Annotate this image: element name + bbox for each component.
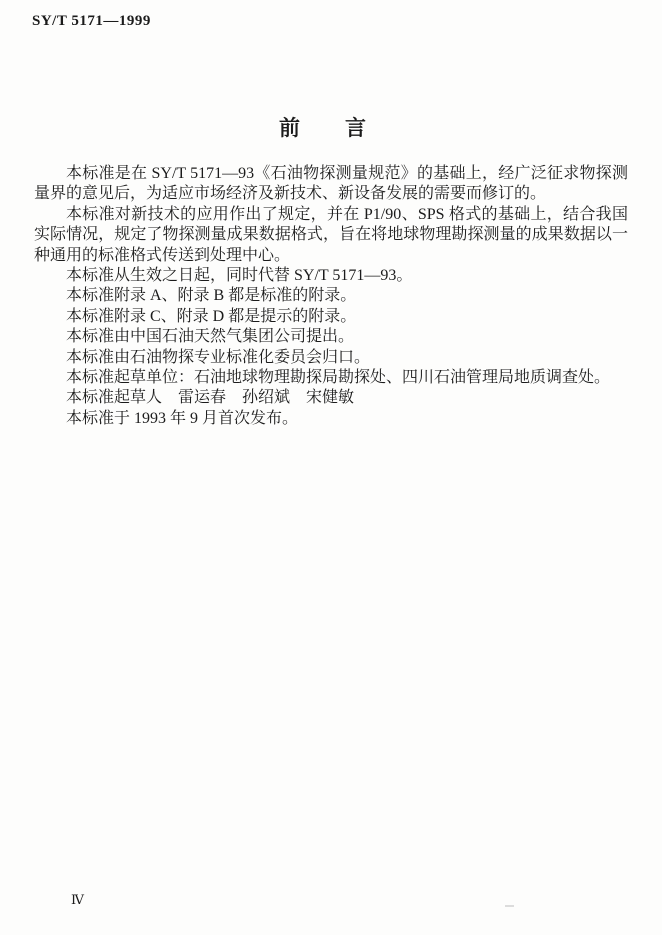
foreword-paragraph: 本标准从生效之日起，同时代替 SY/T 5171—93。 xyxy=(66,267,413,285)
scan-artifact xyxy=(505,905,514,907)
foreword-paragraph: 本标准附录 A、附录 B 都是标准的附录。 xyxy=(66,287,357,305)
foreword-paragraph: 本标准附录 C、附录 D 都是提示的附录。 xyxy=(66,307,357,325)
foreword-paragraph: 本标准起草人 雷运春 孙绍斌 宋健敏 xyxy=(66,389,355,407)
foreword-paragraph: 本标准起草单位：石油地球物理勘探局勘探处、四川石油管理局地质调查处。 xyxy=(66,369,611,387)
foreword-paragraph: 本标准由中国石油天然气集团公司提出。 xyxy=(66,328,355,346)
foreword-paragraph: 本标准对新技术的应用作出了规定，并在 P1/90、SPS 格式的基础上，结合我国实际情况，规定了物探测量成果数据格式，旨在将地球物理勘探测量的成果数据以一种通用的标准格式传送到处理中心。 xyxy=(34,205,628,264)
foreword-body xyxy=(34,164,628,429)
foreword-paragraph: 本标准于 1993 年 9 月首次发布。 xyxy=(66,409,299,427)
foreword-paragraph: 本标准由石油物探专业标准化委员会归口。 xyxy=(66,348,371,366)
page-title: 前 言 xyxy=(279,116,367,140)
standard-code: SY/T 5171—1999 xyxy=(32,13,151,29)
page-number: Ⅳ xyxy=(71,892,84,907)
foreword-paragraph: 本标准是在 SY/T 5171—93《石油物探测量规范》的基础上，经广泛征求物探测量界的意见后，为适应市场经济及新技术、新设备发展的需要而修订的。 xyxy=(34,165,628,203)
